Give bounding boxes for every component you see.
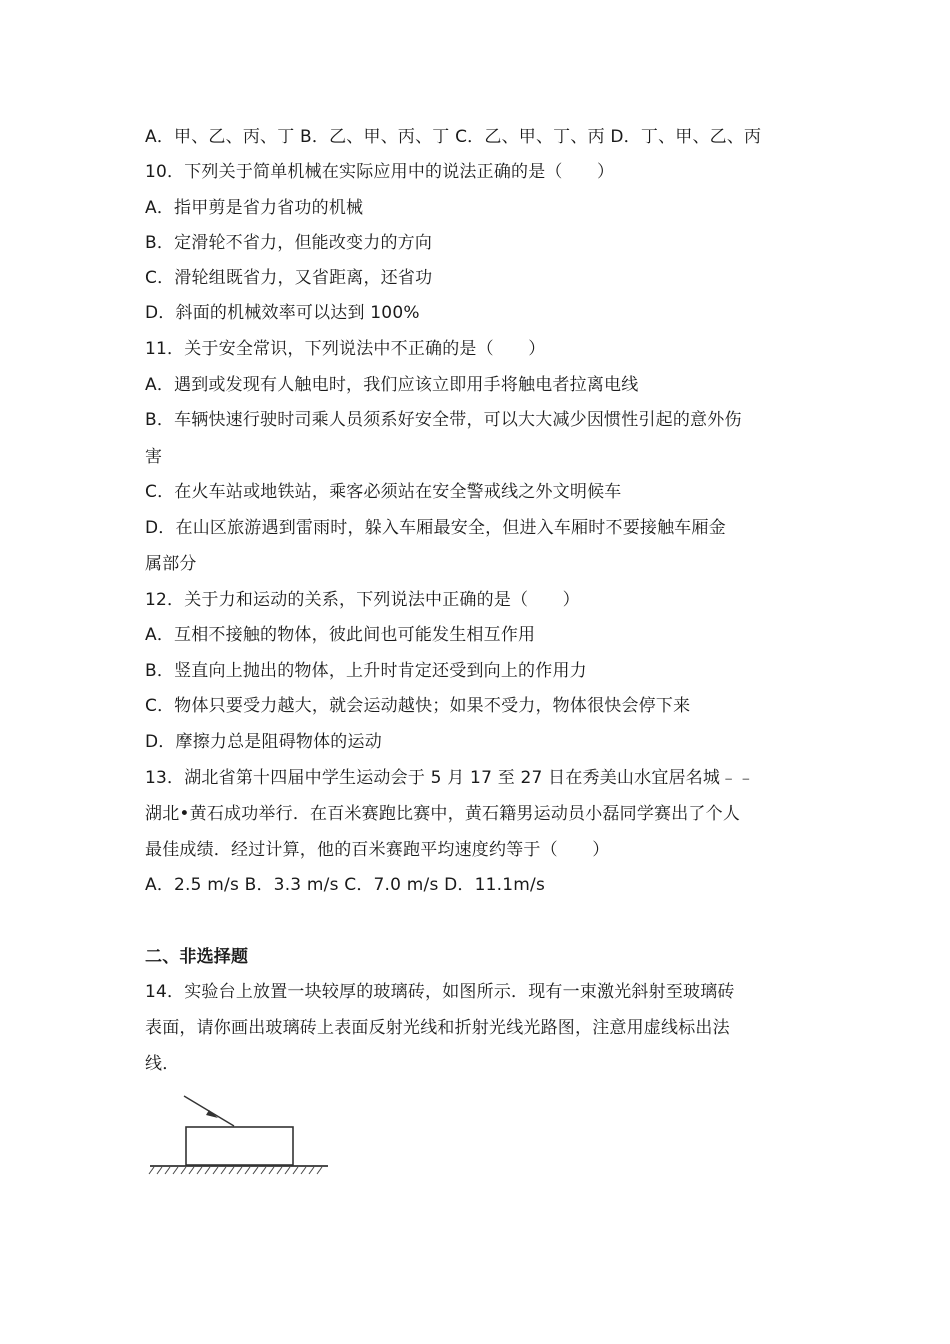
q14-stem-line2: 表面，请你画出玻璃砖上表面反射光线和折射光线光路图，注意用虚线标出法 — [145, 1018, 730, 1038]
q11-option-a: A．遇到或发现有人触电时，我们应该立即用手将触电者拉离电线 — [145, 375, 639, 395]
table-hatching — [149, 1167, 322, 1174]
glass-brick — [186, 1127, 293, 1165]
q11-option-d-line2: 属部分 — [145, 554, 197, 574]
q11-stem: 11．关于安全常识，下列说法中不正确的是（ ） — [145, 339, 546, 359]
q10-option-d: D．斜面的机械效率可以达到 100% — [145, 303, 420, 323]
q9-options: A．甲、乙、丙、丁 B．乙、甲、丙、丁 C．乙、甲、丁、丙 D．丁、甲、乙、丙 — [145, 127, 762, 147]
q10-option-b: B．定滑轮不省力，但能改变力的方向 — [145, 233, 433, 253]
q10-option-a: A．指甲剪是省力省功的机械 — [145, 198, 364, 218]
q14-stem-line1: 14．实验台上放置一块较厚的玻璃砖，如图所示．现有一束激光斜射至玻璃砖 — [145, 982, 735, 1002]
q12-option-d: D．摩擦力总是阻碍物体的运动 — [145, 732, 382, 752]
q13-stem-line3: 最佳成绩．经过计算，他的百米赛跑平均速度约等于（ ） — [145, 840, 610, 860]
section-heading: 二、非选择题 — [145, 947, 249, 967]
q12-stem: 12．关于力和运动的关系，下列说法中正确的是（ ） — [145, 590, 580, 610]
q10-stem: 10．下列关于简单机械在实际应用中的说法正确的是（ ） — [145, 162, 615, 182]
q10-option-c: C．滑轮组既省力，又省距离，还省功 — [145, 268, 433, 288]
q13-options: A．2.5 m/s B．3.3 m/s C．7.0 m/s D．11.1m/s — [145, 875, 546, 895]
q14-stem-line3: 线． — [145, 1054, 180, 1074]
glass-brick-figure — [148, 1092, 338, 1187]
q12-option-a: A．互相不接触的物体，彼此间也可能发生相互作用 — [145, 625, 536, 645]
q11-option-d-line1: D．在山区旅游遇到雷雨时，躲入车厢最安全，但进入车厢时不要接触车厢金 — [145, 518, 726, 538]
q13-stem-line1: 13．湖北省第十四届中学生运动会于 5 月 17 至 27 日在秀美山水宜居名城﹣﹣ — [145, 768, 755, 788]
laser-arrowhead — [206, 1110, 218, 1118]
q11-option-c: C．在火车站或地铁站，乘客必须站在安全警戒线之外文明候车 — [145, 482, 622, 502]
q12-option-b: B．竖直向上抛出的物体，上升时肯定还受到向上的作用力 — [145, 661, 587, 681]
q12-option-c: C．物体只要受力越大，就会运动越快；如果不受力，物体很快会停下来 — [145, 696, 691, 716]
q13-stem-line2: 湖北•黄石成功举行．在百米赛跑比赛中，黄石籍男运动员小磊同学赛出了个人 — [145, 804, 741, 824]
q11-option-b-line2: 害 — [145, 447, 163, 467]
q11-option-b-line1: B．车辆快速行驶时司乘人员须系好安全带，可以大大减少因惯性引起的意外伤 — [145, 410, 742, 430]
